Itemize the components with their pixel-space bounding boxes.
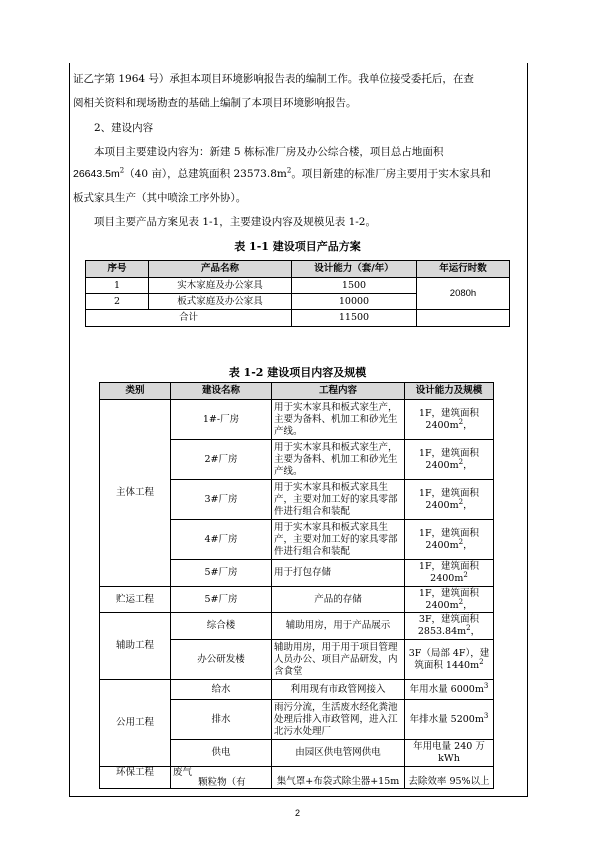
table-row: 合计 11500	[86, 310, 510, 327]
table-row: 环保工程 废气 颗粒物（有 集气罩+布袋式除尘器+15m 去除效率 95%以上	[100, 767, 494, 789]
table-row: 5#厂房 用于打包存储 1F，建筑面积 $2400m^2$	[100, 560, 494, 587]
product-table	[85, 260, 510, 327]
table-row: 主体工程 1#-厂房 用于实木家具和板式家生产，主要为备料、机加工和砂光生产线。 1F，建筑面积 $2400m^2$，	[100, 400, 494, 440]
table2-caption: 表 1-2 建设项目内容及规模	[228, 366, 367, 379]
construction-table	[99, 382, 494, 789]
table-row: 供电 由园区供电管网供电 年用电量 240 万 kWh	[100, 740, 494, 767]
table-row: 2#厂房 用于实木家具和板式家生产，主要为备料、机加工和砂光生产线。 1F，建筑面积 $2400m^2$，	[100, 440, 494, 480]
hours-cell: 2080h	[417, 278, 510, 310]
table1-header: 序号	[86, 261, 149, 278]
table-row: 1 实木家庭及办公家具 1500 2080h	[86, 278, 510, 294]
table-row: 3#厂房 用于实木家具和板式家具生产，主要对加工好的家具零部件进行组合和装配 1F，建筑面积 $2400m^2$，	[100, 480, 494, 520]
table2-header: 类别	[100, 383, 171, 400]
table1-header: 设计能力（套/年）	[292, 261, 417, 278]
table-row: 2 板式家庭及办公家具 10000	[86, 294, 510, 310]
section-heading: 2、建设内容	[94, 122, 154, 134]
page-number: 2	[294, 808, 300, 818]
table-row: 辅助工程 综合楼 辅助用房，用于产品展示 3F，建筑面积 $2853.84m^2$，	[100, 613, 494, 640]
table1-header: 产品名称	[149, 261, 292, 278]
table-row: 贮运工程 5#厂房 产品的存储 1F，建筑面积 $2400m^2$，	[100, 587, 494, 613]
table2-header: 工程内容	[272, 383, 405, 400]
table-row: 4#厂房 用于实木家具和板式家具生产，主要对加工好的家具零部件进行组合和装配 1F，建筑面积 $2400m^2$，	[100, 520, 494, 560]
para2: 项目主要产品方案见表 1-1，主要建设内容及规模见表 1-2。	[94, 216, 376, 228]
table2-header: 设计能力及规模	[405, 383, 494, 400]
intro-line-2: 阅相关资料和现场勘查的基础上编制了本项目环境影响报告。	[73, 97, 357, 109]
table-row: 公用工程 给水 利用现有市政管网接入 年用水量 $6000m^3$	[100, 680, 494, 700]
table-row: 排水 雨污分流，生活废水经化粪池处理后排入市政管网，进入江北污水处理厂 年排水量 $5200m^3$	[100, 700, 494, 740]
table1-caption: 表 1-1 建设项目产品方案	[234, 240, 361, 253]
table2-header: 建设名称	[171, 383, 272, 400]
table-row: 办公研发楼 辅助用房，用于用于项目管理人员办公、项目产品研发，内含食堂 3F（局部 4F），建筑面积 $1440m^2$	[100, 640, 494, 680]
table1-header: 年运行时数	[417, 261, 510, 278]
intro-line-1: 证乙字第 1964 号）承担本项目环境影响报告表的编制工作。我单位接受委托后，在查	[73, 73, 474, 85]
para1-line-1: 本项目主要建设内容为：新建 5 栋标准厂房及办公综合楼，项目总占地面积	[94, 146, 444, 158]
para1-line-2: $26643.5m^2(40$ 亩），总建筑面积 $23573.8m^2$。项目新建的标准厂房主要用于实木家具和	[73, 166, 491, 180]
para1-line-3: 板式家具生产（其中喷涂工序外协）。	[73, 192, 247, 204]
